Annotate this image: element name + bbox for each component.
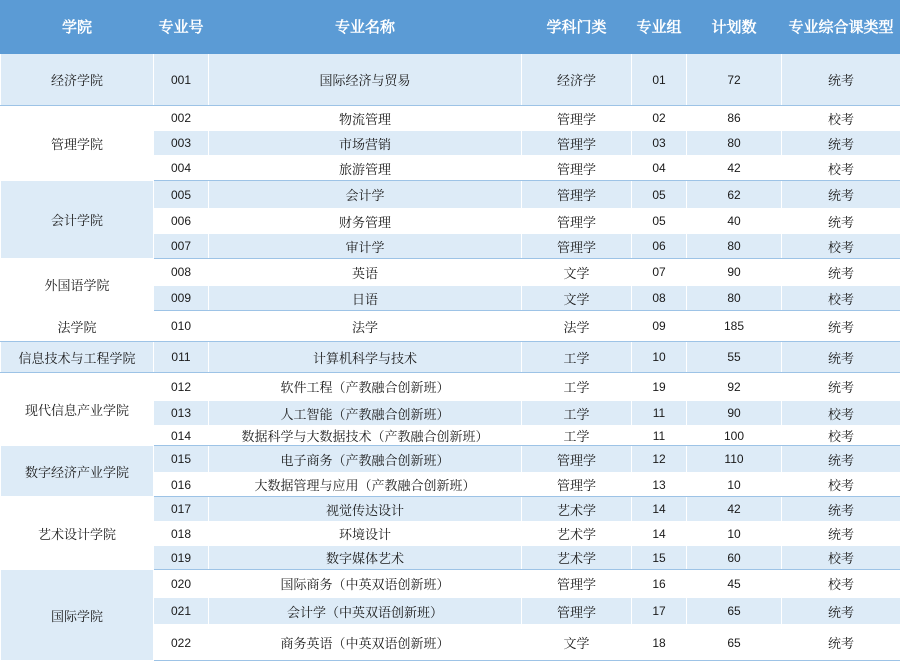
plan-count-cell: 10: [687, 473, 782, 497]
major-name-cell: 会计学: [209, 181, 522, 209]
plan-count-cell: 42: [687, 156, 782, 181]
discipline-cell: 管理学: [522, 446, 632, 473]
major-code-cell: 007: [154, 234, 209, 259]
discipline-cell: 经济学: [522, 54, 632, 106]
table-body: [1, 54, 900, 661]
course-type-cell: 校考: [782, 473, 900, 497]
major-group-cell: 10: [632, 342, 687, 373]
major-name-cell: 大数据管理与应用（产教融合创新班）: [209, 473, 522, 497]
discipline-cell: 管理学: [522, 570, 632, 598]
course-type-cell: 统考: [782, 54, 900, 106]
table-row: [1, 106, 900, 131]
course-type-cell: 统考: [782, 497, 900, 522]
college-cell: 法学院: [1, 311, 154, 342]
plan-count-cell: 65: [687, 625, 782, 661]
major-name-cell: 环境设计: [209, 522, 522, 546]
major-group-cell: 05: [632, 209, 687, 234]
college-cell: 管理学院: [1, 106, 154, 181]
major-name-cell: 审计学: [209, 234, 522, 259]
major-code-cell: 022: [154, 625, 209, 661]
column-header-major-code: 专业号: [154, 1, 209, 54]
plan-count-cell: 100: [687, 426, 782, 446]
course-type-cell: 统考: [782, 311, 900, 342]
major-code-cell: 010: [154, 311, 209, 342]
major-name-cell: 国际商务（中英双语创新班）: [209, 570, 522, 598]
major-code-cell: 011: [154, 342, 209, 373]
college-cell: 信息技术与工程学院: [1, 342, 154, 373]
major-name-cell: 视觉传达设计: [209, 497, 522, 522]
plan-count-cell: 60: [687, 546, 782, 570]
course-type-cell: 校考: [782, 546, 900, 570]
major-name-cell: 财务管理: [209, 209, 522, 234]
plan-count-cell: 72: [687, 54, 782, 106]
major-code-cell: 019: [154, 546, 209, 570]
header-row: [1, 1, 900, 54]
major-code-cell: 018: [154, 522, 209, 546]
course-type-cell: 校考: [782, 426, 900, 446]
college-cell: 会计学院: [1, 181, 154, 259]
major-code-cell: 014: [154, 426, 209, 446]
discipline-cell: 管理学: [522, 473, 632, 497]
plan-count-cell: 80: [687, 131, 782, 156]
plan-count-cell: 90: [687, 259, 782, 286]
table-row: [1, 446, 900, 473]
college-cell: 外国语学院: [1, 259, 154, 311]
major-name-cell: 日语: [209, 286, 522, 311]
course-type-cell: 校考: [782, 234, 900, 259]
course-type-cell: 统考: [782, 625, 900, 661]
major-code-cell: 006: [154, 209, 209, 234]
college-cell: 艺术设计学院: [1, 497, 154, 570]
discipline-cell: 管理学: [522, 156, 632, 181]
major-code-cell: 015: [154, 446, 209, 473]
course-type-cell: 校考: [782, 286, 900, 311]
major-group-cell: 19: [632, 373, 687, 401]
plan-count-cell: 45: [687, 570, 782, 598]
major-code-cell: 004: [154, 156, 209, 181]
course-type-cell: 统考: [782, 131, 900, 156]
major-name-cell: 电子商务（产教融合创新班）: [209, 446, 522, 473]
major-code-cell: 020: [154, 570, 209, 598]
discipline-cell: 管理学: [522, 181, 632, 209]
plan-count-cell: 86: [687, 106, 782, 131]
course-type-cell: 统考: [782, 522, 900, 546]
major-name-cell: 人工智能（产教融合创新班）: [209, 401, 522, 426]
major-code-cell: 008: [154, 259, 209, 286]
course-type-cell: 统考: [782, 446, 900, 473]
plan-count-cell: 185: [687, 311, 782, 342]
course-type-cell: 校考: [782, 401, 900, 426]
major-code-cell: 003: [154, 131, 209, 156]
table-row: [1, 54, 900, 106]
table-row: [1, 259, 900, 286]
plan-count-cell: 80: [687, 286, 782, 311]
major-code-cell: 001: [154, 54, 209, 106]
course-type-cell: 统考: [782, 259, 900, 286]
major-code-cell: 016: [154, 473, 209, 497]
discipline-cell: 工学: [522, 373, 632, 401]
plan-count-cell: 42: [687, 497, 782, 522]
major-group-cell: 14: [632, 522, 687, 546]
plan-count-cell: 62: [687, 181, 782, 209]
table-row: [1, 373, 900, 401]
plan-count-cell: 65: [687, 598, 782, 625]
plan-count-cell: 40: [687, 209, 782, 234]
major-group-cell: 09: [632, 311, 687, 342]
course-type-cell: 校考: [782, 106, 900, 131]
major-group-cell: 02: [632, 106, 687, 131]
course-type-cell: 统考: [782, 598, 900, 625]
major-code-cell: 012: [154, 373, 209, 401]
major-group-cell: 15: [632, 546, 687, 570]
plan-count-cell: 110: [687, 446, 782, 473]
column-header-course-type: 专业综合课类型: [782, 1, 900, 54]
course-type-cell: 校考: [782, 156, 900, 181]
major-name-cell: 软件工程（产教融合创新班）: [209, 373, 522, 401]
major-group-cell: 14: [632, 497, 687, 522]
discipline-cell: 文学: [522, 286, 632, 311]
course-type-cell: 校考: [782, 570, 900, 598]
major-name-cell: 物流管理: [209, 106, 522, 131]
major-name-cell: 旅游管理: [209, 156, 522, 181]
course-type-cell: 统考: [782, 209, 900, 234]
major-group-cell: 05: [632, 181, 687, 209]
discipline-cell: 文学: [522, 259, 632, 286]
discipline-cell: 工学: [522, 342, 632, 373]
major-code-cell: 013: [154, 401, 209, 426]
major-name-cell: 数字媒体艺术: [209, 546, 522, 570]
column-header-major-group: 专业组: [632, 1, 687, 54]
discipline-cell: 管理学: [522, 131, 632, 156]
major-name-cell: 商务英语（中英双语创新班）: [209, 625, 522, 661]
major-group-cell: 11: [632, 426, 687, 446]
major-code-cell: 002: [154, 106, 209, 131]
major-group-cell: 12: [632, 446, 687, 473]
plan-count-cell: 80: [687, 234, 782, 259]
major-group-cell: 01: [632, 54, 687, 106]
discipline-cell: 管理学: [522, 209, 632, 234]
major-code-cell: 009: [154, 286, 209, 311]
major-group-cell: 03: [632, 131, 687, 156]
discipline-cell: 艺术学: [522, 522, 632, 546]
discipline-cell: 工学: [522, 401, 632, 426]
plan-count-cell: 92: [687, 373, 782, 401]
major-name-cell: 英语: [209, 259, 522, 286]
plan-count-cell: 90: [687, 401, 782, 426]
major-group-cell: 06: [632, 234, 687, 259]
major-name-cell: 市场营销: [209, 131, 522, 156]
table-row: [1, 497, 900, 522]
discipline-cell: 文学: [522, 625, 632, 661]
major-code-cell: 005: [154, 181, 209, 209]
column-header-discipline: 学科门类: [522, 1, 632, 54]
college-cell: 数字经济产业学院: [1, 446, 154, 497]
course-type-cell: 统考: [782, 373, 900, 401]
major-group-cell: 08: [632, 286, 687, 311]
college-cell: 国际学院: [1, 570, 154, 661]
discipline-cell: 管理学: [522, 598, 632, 625]
course-type-cell: 统考: [782, 181, 900, 209]
major-name-cell: 会计学（中英双语创新班）: [209, 598, 522, 625]
column-header-college: 学院: [1, 1, 154, 54]
discipline-cell: 艺术学: [522, 546, 632, 570]
table-row: [1, 311, 900, 342]
major-code-cell: 017: [154, 497, 209, 522]
plan-count-cell: 55: [687, 342, 782, 373]
major-name-cell: 法学: [209, 311, 522, 342]
major-group-cell: 18: [632, 625, 687, 661]
major-name-cell: 国际经济与贸易: [209, 54, 522, 106]
table-row: [1, 181, 900, 209]
course-type-cell: 统考: [782, 342, 900, 373]
table-row: [1, 342, 900, 373]
major-name-cell: 计算机科学与技术: [209, 342, 522, 373]
major-group-cell: 17: [632, 598, 687, 625]
major-group-cell: 16: [632, 570, 687, 598]
plan-count-cell: 10: [687, 522, 782, 546]
major-name-cell: 数据科学与大数据技术（产教融合创新班）: [209, 426, 522, 446]
discipline-cell: 工学: [522, 426, 632, 446]
table-row: [1, 570, 900, 598]
discipline-cell: 管理学: [522, 106, 632, 131]
discipline-cell: 艺术学: [522, 497, 632, 522]
discipline-cell: 管理学: [522, 234, 632, 259]
column-header-plan-count: 计划数: [687, 1, 782, 54]
college-cell: 现代信息产业学院: [1, 373, 154, 446]
college-cell: 经济学院: [1, 54, 154, 106]
discipline-cell: 法学: [522, 311, 632, 342]
major-group-cell: 11: [632, 401, 687, 426]
major-code-cell: 021: [154, 598, 209, 625]
major-group-cell: 13: [632, 473, 687, 497]
major-group-cell: 04: [632, 156, 687, 181]
major-group-cell: 07: [632, 259, 687, 286]
column-header-major-name: 专业名称: [209, 1, 522, 54]
